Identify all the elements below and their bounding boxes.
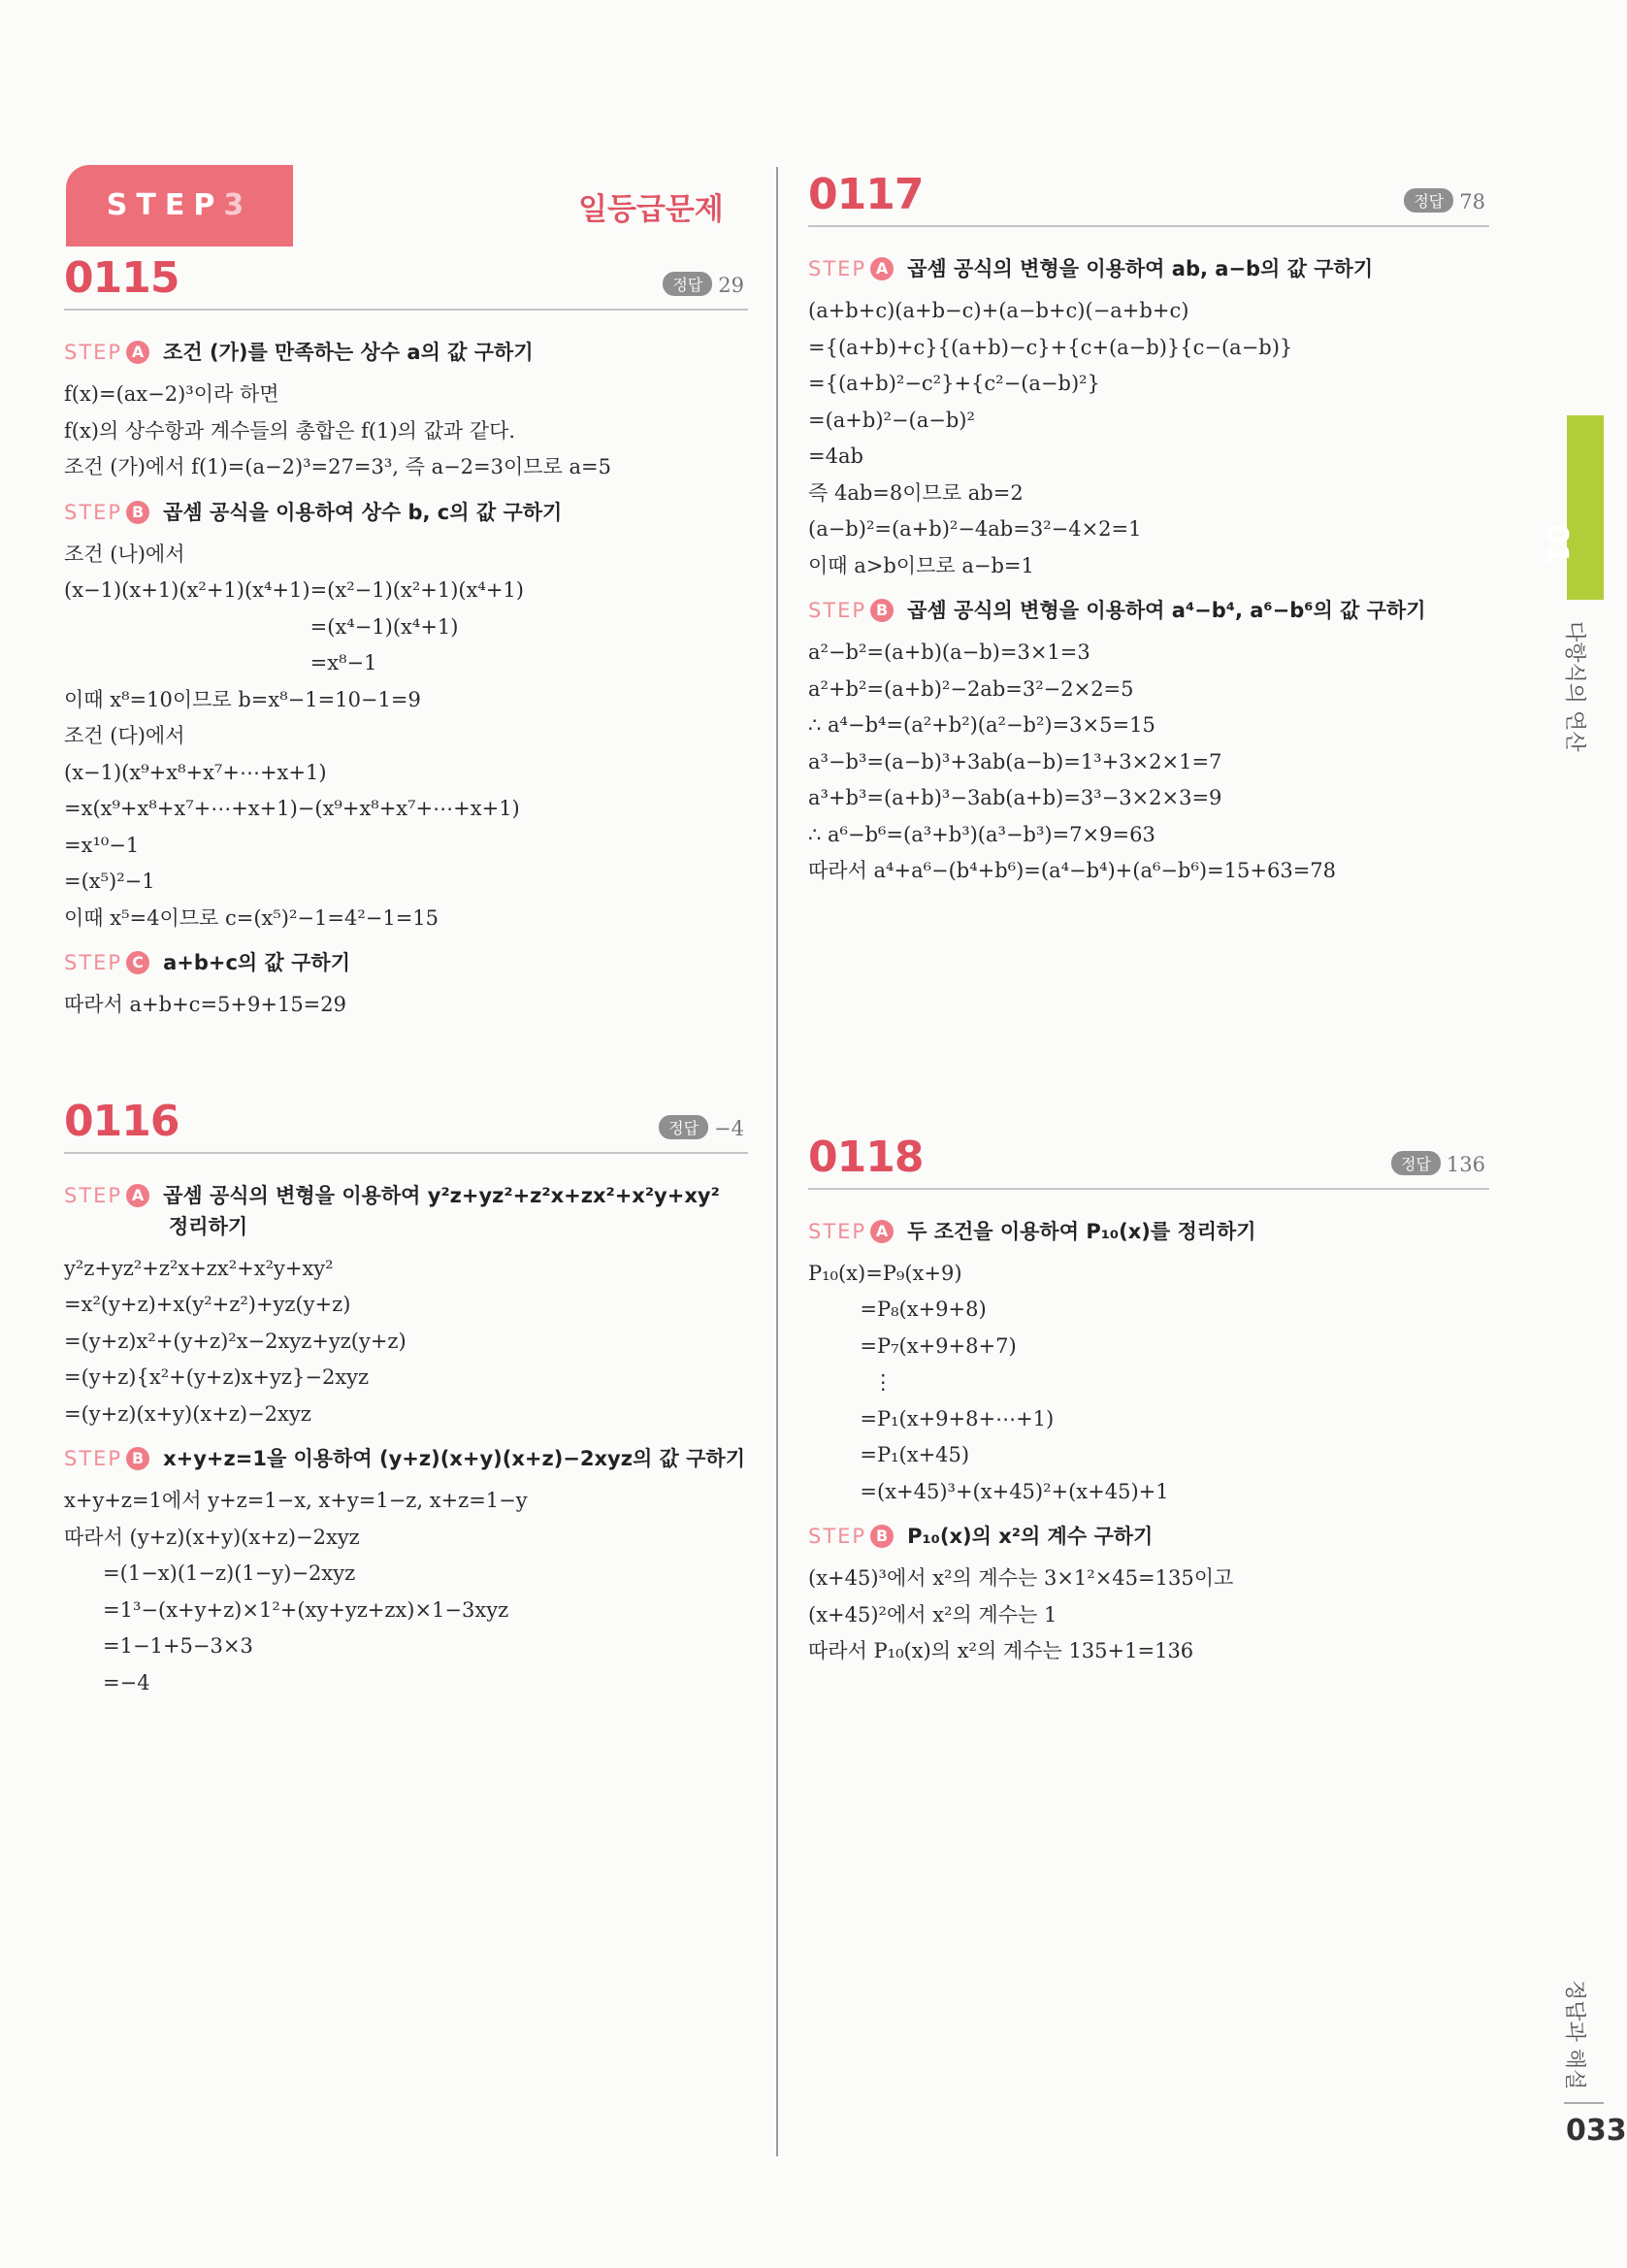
chapter-tab bbox=[1567, 415, 1604, 600]
right-problems bbox=[808, 165, 1489, 1670]
answer-value: −4 bbox=[714, 1116, 744, 1140]
solution-line: (a+b+c)(a+b−c)+(a−b+c)(−a+b+c) bbox=[808, 299, 1189, 322]
problem-number: 0115 bbox=[64, 253, 179, 303]
step-marker-icon: A bbox=[870, 257, 894, 280]
solution-line: =x⁸−1 bbox=[64, 651, 377, 674]
solution-line: 이때 x⁸=10이므로 b=x⁸−1=10−1=9 bbox=[64, 687, 421, 711]
solution-line: =(y+z){x²+(y+z)x+yz}−2xyz bbox=[64, 1365, 370, 1389]
step-heading bbox=[808, 1215, 1489, 1248]
solution-line: =P₇(x+9+8+7) bbox=[808, 1333, 1017, 1358]
solution-line: =−4 bbox=[64, 1670, 150, 1694]
solution-line: (x+45)³에서 x²의 계수는 3×1²×45=135이고 bbox=[808, 1566, 1234, 1590]
step-heading bbox=[64, 1179, 748, 1212]
solution-line: =x(x⁹+x⁸+x⁷+⋯+x+1)−(x⁹+x⁸+x⁷+⋯+x+1) bbox=[64, 797, 520, 820]
step-title: 곱셈 공식의 변형을 이용하여 a⁴−b⁴, a⁶−b⁶의 값 구하기 bbox=[907, 599, 1426, 622]
problem-header bbox=[64, 248, 748, 311]
step-heading bbox=[64, 496, 748, 529]
solution-line: 따라서 (y+z)(x+y)(x+z)−2xyz bbox=[64, 1525, 360, 1549]
step-marker-icon: B bbox=[870, 1525, 894, 1548]
step-title: 조건 (가)를 만족하는 상수 a의 값 구하기 bbox=[163, 341, 534, 364]
step-heading bbox=[808, 252, 1489, 285]
solution-line: y²z+yz²+z²x+zx²+x²y+xy² bbox=[64, 1256, 334, 1280]
problem-header bbox=[808, 165, 1489, 227]
solution-line: =1−1+5−3×3 bbox=[64, 1634, 253, 1658]
solution-line: =1³−(x+y+z)×1²+(xy+yz+zx)×1−3xyz bbox=[64, 1597, 509, 1622]
answer-tag: 정답 bbox=[1404, 188, 1453, 213]
step-title: 곱셈 공식을 이용하여 상수 b, c의 값 구하기 bbox=[163, 500, 563, 524]
problem-0117 bbox=[808, 165, 1489, 890]
step-marker-icon: B bbox=[126, 501, 149, 524]
solution-line: 이때 a>b이므로 a−b=1 bbox=[808, 553, 1034, 577]
step-title: 두 조건을 이용하여 P₁₀(x)를 정리하기 bbox=[907, 1219, 1256, 1243]
solution-line: (x−1)(x+1)(x²+1)(x⁴+1)=(x²−1)(x²+1)(x⁴+1) bbox=[64, 578, 524, 602]
problem-number: 0118 bbox=[808, 1132, 924, 1182]
answer-value: 78 bbox=[1459, 190, 1485, 214]
column-divider bbox=[776, 167, 778, 2156]
step-label: STEP bbox=[64, 1447, 123, 1470]
solution-line: =(a+b)²−(a−b)² bbox=[808, 408, 975, 432]
solution-line: a³+b³=(a+b)³−3ab(a+b)=3³−3×2×3=9 bbox=[808, 786, 1222, 809]
step-heading bbox=[64, 336, 748, 369]
solution-line: =x²(y+z)+x(y²+z²)+yz(y+z) bbox=[64, 1293, 351, 1316]
solution-line: =(y+z)(x+y)(x+z)−2xyz bbox=[64, 1401, 311, 1426]
solution-line: =P₁(x+45) bbox=[808, 1443, 970, 1466]
step-label: STEP bbox=[64, 341, 123, 364]
right-column bbox=[808, 165, 1489, 1670]
step-label: STEP bbox=[64, 951, 123, 974]
step-marker-icon: A bbox=[126, 1184, 149, 1207]
solution-line: 따라서 a⁴+a⁶−(b⁴+b⁶)=(a⁴−b⁴)+(a⁶−b⁶)=15+63=78 bbox=[808, 859, 1337, 882]
step-marker-icon: A bbox=[870, 1220, 894, 1243]
step-title: a+b+c의 값 구하기 bbox=[163, 951, 350, 974]
step-title: 곱셈 공식의 변형을 이용하여 y²z+yz²+z²x+zx²+x²y+xy² bbox=[163, 1183, 720, 1207]
step-marker-icon: C bbox=[126, 951, 149, 974]
solution-line: 조건 (다)에서 bbox=[64, 724, 185, 747]
step-label: STEP bbox=[808, 257, 867, 280]
section-label: 정답과 해설 bbox=[1562, 1980, 1586, 2090]
answer-tag: 정답 bbox=[659, 1115, 708, 1139]
solution-line: a²+b²=(a+b)²−2ab=3²−2×2=5 bbox=[808, 676, 1134, 701]
solution-line: ∴ a⁶−b⁶=(a³+b³)(a³−b³)=7×9=63 bbox=[808, 822, 1155, 846]
step-marker-icon: A bbox=[126, 341, 149, 364]
step-label: STEP bbox=[808, 599, 867, 622]
solution-line: f(x)=(ax−2)³이라 하면 bbox=[64, 382, 279, 406]
step-title: 곱셈 공식의 변형을 이용하여 ab, a−b의 값 구하기 bbox=[907, 257, 1374, 280]
step-label: STEP bbox=[64, 1183, 123, 1207]
answer-value: 29 bbox=[718, 274, 744, 297]
solution-line: =(y+z)x²+(y+z)²x−2xyz+yz(y+z) bbox=[64, 1329, 407, 1353]
problem-number: 0117 bbox=[808, 170, 924, 219]
solution-line: =(x⁵)²−1 bbox=[64, 870, 155, 893]
step-title: 정리하기 bbox=[169, 1214, 248, 1238]
answer-badge bbox=[1404, 188, 1485, 214]
page-number-rule bbox=[1564, 2102, 1604, 2104]
chapter-number: 01 bbox=[1540, 524, 1574, 565]
solution-line: (x+45)²에서 x²의 계수는 1 bbox=[808, 1602, 1058, 1627]
left-column bbox=[64, 165, 748, 1701]
solution-line: (x−1)(x⁹+x⁸+x⁷+⋯+x+1) bbox=[64, 760, 327, 784]
solution-line: 따라서 P₁₀(x)의 x²의 계수는 135+1=136 bbox=[808, 1639, 1194, 1662]
problem-0116 bbox=[64, 1092, 748, 1702]
step-heading bbox=[808, 594, 1489, 627]
step-marker-icon: B bbox=[126, 1447, 149, 1470]
solution-line: a²−b²=(a+b)(a−b)=3×1=3 bbox=[808, 641, 1090, 664]
answer-value: 136 bbox=[1446, 1152, 1485, 1176]
solution-line: =(x+45)³+(x+45)²+(x+45)+1 bbox=[808, 1479, 1169, 1503]
step-heading bbox=[64, 1210, 748, 1243]
solution-line: 즉 4ab=8이므로 ab=2 bbox=[808, 480, 1024, 505]
solution-line: =(x⁴−1)(x⁴+1) bbox=[64, 614, 459, 639]
problem-header bbox=[64, 1092, 748, 1154]
solution-line: 조건 (가)에서 f(1)=(a−2)³=27=3³, 즉 a−2=3이므로 a=5 bbox=[64, 455, 612, 478]
solution-line: a³−b³=(a−b)³+3ab(a−b)=1³+3×2×1=7 bbox=[808, 749, 1222, 773]
step-label: STEP bbox=[64, 500, 123, 524]
answer-tag: 정답 bbox=[663, 272, 712, 296]
solution-line: =4ab bbox=[808, 444, 863, 468]
solution-line: x+y+z=1에서 y+z=1−x, x+y=1−z, x+z=1−y bbox=[64, 1489, 528, 1512]
solution-line: 따라서 a+b+c=5+9+15=29 bbox=[64, 993, 346, 1016]
problem-0118 bbox=[808, 1128, 1489, 1670]
solution-line: =P₁(x+9+8+⋯+1) bbox=[808, 1406, 1055, 1430]
chapter-title: 다항식의 연산 bbox=[1562, 621, 1586, 752]
problem-number: 0116 bbox=[64, 1096, 179, 1146]
answer-badge bbox=[659, 1115, 744, 1140]
solution-line: =(1−x)(1−z)(1−y)−2xyz bbox=[64, 1561, 356, 1585]
solution-line: ={(a+b)²−c²}+{c²−(a−b)²} bbox=[808, 372, 1100, 395]
step-title: P₁₀(x)의 x²의 계수 구하기 bbox=[907, 1525, 1154, 1548]
solution-line: =x¹⁰−1 bbox=[64, 833, 140, 857]
step-3-badge: STEP3 bbox=[66, 165, 293, 247]
step-heading bbox=[64, 1442, 748, 1475]
answer-badge bbox=[663, 272, 744, 297]
solution-line: f(x)의 상수항과 계수들의 총합은 f(1)의 값과 같다. bbox=[64, 418, 516, 443]
problem-header bbox=[808, 1128, 1489, 1190]
solution-line: P₁₀(x)=P₉(x+9) bbox=[808, 1261, 962, 1285]
step-heading bbox=[808, 1520, 1489, 1553]
step-banner bbox=[64, 165, 748, 248]
problem-0115 bbox=[64, 248, 748, 1024]
solution-line: ∴ a⁴−b⁴=(a²+b²)(a²−b²)=3×5=15 bbox=[808, 713, 1155, 737]
banner-title: 일등급문제 bbox=[578, 192, 724, 227]
step-title: x+y+z=1을 이용하여 (y+z)(x+y)(x+z)−2xyz의 값 구하기 bbox=[163, 1447, 746, 1470]
left-problems bbox=[64, 248, 748, 1701]
answer-badge bbox=[1391, 1151, 1485, 1176]
solution-line: 이때 x⁵=4이므로 c=(x⁵)²−1=4²−1=15 bbox=[64, 905, 439, 930]
answer-tag: 정답 bbox=[1391, 1151, 1441, 1175]
step-label: STEP bbox=[808, 1525, 867, 1548]
step-heading bbox=[64, 946, 748, 979]
step-marker-icon: B bbox=[870, 599, 894, 622]
step-label: STEP bbox=[808, 1219, 867, 1243]
solution-line: ⋮ bbox=[808, 1370, 894, 1394]
solution-line: ={(a+b)+c}{(a+b)−c}+{c+(a−b)}{c−(a−b)} bbox=[808, 335, 1293, 359]
solution-line: 조건 (나)에서 bbox=[64, 542, 185, 566]
solution-line: =P₈(x+9+8) bbox=[808, 1298, 987, 1321]
solution-line: (a−b)²=(a+b)²−4ab=3²−4×2=1 bbox=[808, 517, 1142, 541]
page-number: 033 bbox=[1566, 2114, 1627, 2148]
